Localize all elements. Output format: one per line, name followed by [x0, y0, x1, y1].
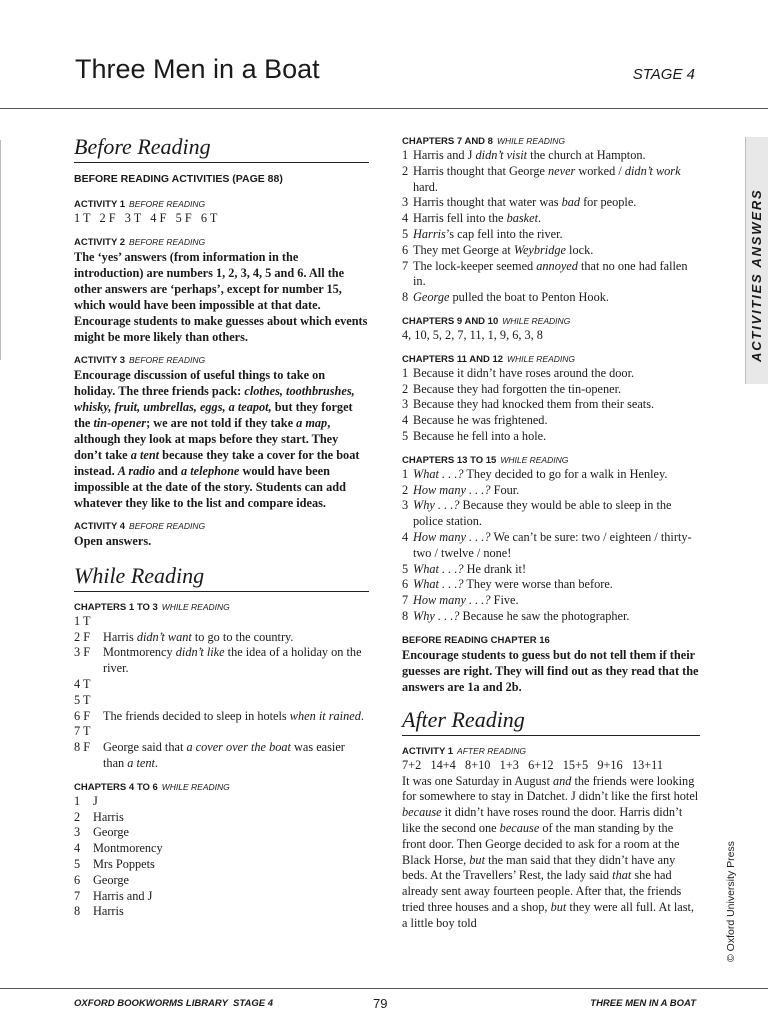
right-column: [402, 136, 700, 931]
list-item: 1 What . . .? They decided to go for a walk in Henley.: [402, 466, 668, 481]
before-reading-heading: Before Reading: [74, 134, 369, 163]
list-item: 4 Harris fell into the basket.: [402, 211, 542, 226]
list-item: 5 T: [74, 692, 91, 707]
list-item: 6 George: [74, 872, 129, 887]
list-item: 5 Harris’s cap fell into the river.: [402, 226, 563, 241]
after-activity-1-pairs: 7+2 14+4 8+10 1+3 6+12 15+5 9+16 13+11: [402, 757, 663, 772]
list-item: 6 What . . .? They were worse than before.: [402, 577, 613, 592]
margin-mark: [0, 140, 1, 360]
list-item: 2 How many . . .? Four.: [402, 482, 520, 497]
chapter-label: BEFORE READING CHAPTER 16: [402, 634, 550, 646]
copyright-notice: © Oxford University Press: [725, 841, 737, 962]
list-item: 8 George pulled the boat to Penton Hook.: [402, 290, 609, 305]
header-rule: [0, 108, 768, 109]
list-item: 1 J: [74, 793, 98, 808]
chapter-label: CHAPTERS 13 TO 15 WHILE READING: [402, 454, 569, 466]
activity-label: ACTIVITY 2 BEFORE READING: [74, 236, 206, 248]
list-item: 4 T: [74, 676, 91, 691]
list-item: 2 F Harris didn’t want to go to the country.: [74, 629, 294, 644]
chapter-label: CHAPTERS 4 TO 6 WHILE READING: [74, 781, 230, 793]
list-item: 4 Because he was frightened.: [402, 413, 548, 428]
list-item: 2 Harris thought that George never worked / didn’t work hard.: [402, 163, 681, 194]
after-activity-1-text: It was one Saturday in August and the friends were looking for somewhere to stay in Datchet. J didn’t like the first hotel because it didn’t have roses round the door. Harris didn’t like the second one because of the man standing by the front door. Then George decided to ask for a room at the Black Horse, but the man said that they didn’t have any beds. At the Travellers’ Rest, the lady said that she had already sent away fourteen people. After that, the friends tried three houses and a shop, but they were all full. At last, a little boy told: [402, 773, 699, 930]
list-item: 6 F The friends decided to sleep in hotels when it rained.: [74, 708, 364, 723]
list-item: 1 Harris and J didn’t visit the church at Hampton.: [402, 148, 646, 162]
activity-label: ACTIVITY 1 BEFORE READING: [74, 199, 206, 210]
list-item: 7 Harris and J: [74, 888, 153, 903]
list-item: 4 How many . . .? We can’t be sure: two / eighteen / thirty-two / twelve / none!: [402, 529, 692, 560]
list-item: 5 Mrs Poppets: [74, 856, 155, 871]
list-item: 8 F George said that a cover over the boat was easier than a tent.: [74, 740, 345, 770]
list-item: 6 They met George at Weybridge lock.: [402, 242, 594, 257]
list-item: 7 How many . . .? Five.: [402, 593, 519, 608]
footer-book-title: THREE MEN IN A BOAT: [590, 998, 696, 1009]
page-title: Three Men in a Boat: [75, 54, 320, 84]
side-tab-label: ACTIVITIES ANSWERS: [749, 188, 764, 362]
chapter-label: CHAPTERS 7 AND 8 WHILE READING: [402, 136, 565, 147]
activity-1-answers: 1 T 2 F 3 T 4 F 5 F 6 T: [74, 211, 218, 225]
activity-3-text: Encourage discussion of useful things to take on holiday. The three friends pack: clothes, toothbrushes, whisky, fruit, umbrellas, eggs, a teapot, but they forget the tin-opener; we are not told if they take a map, although they look at maps before they start. They don’t take a tent because they take a cover for the boat instead. A radio and a telephone would have been impossible at the date of the story. Students can add whatever they like to the list and compare ideas.: [74, 367, 360, 510]
chapter-label: CHAPTERS 11 AND 12 WHILE READING: [402, 353, 576, 365]
list-item: 4 Montmorency: [74, 841, 163, 856]
activity-label: ACTIVITY 4 BEFORE READING: [74, 520, 206, 532]
list-item: 8 Harris: [74, 904, 124, 919]
activity-2-text: The ‘yes’ answers (from information in the introduction) are numbers 1, 2, 3, 4, 5 and 6. All the other answers are ‘perhaps’, except for number 15, which would have been impossible at that date. Encourage students to make guesses about which events might be more likely than others.: [74, 249, 368, 344]
list-item: 8 Why . . .? Because he saw the photographer.: [402, 608, 630, 623]
list-item: 3 Harris thought that water was bad for people.: [402, 195, 637, 210]
list-item: 1 Because it didn’t have roses around the door.: [402, 365, 635, 380]
activity-label: ACTIVITY 3 BEFORE READING: [74, 354, 206, 366]
list-item: 5 What . . .? He drank it!: [402, 561, 527, 576]
list-item: 3 Because they had knocked them from their seats.: [402, 397, 655, 412]
while-reading-heading: While Reading: [74, 563, 369, 592]
left-column: [74, 128, 369, 920]
chapter-label: CHAPTERS 1 TO 3 WHILE READING: [74, 601, 230, 613]
page-number: 79: [373, 996, 388, 1011]
list-item: 7 The lock-keeper seemed annoyed that no one had fallen in.: [402, 258, 688, 289]
activity-4-text: Open answers.: [74, 533, 152, 548]
stage-label: STAGE 4: [632, 66, 695, 83]
footer-rule: [0, 988, 768, 989]
after-reading-heading: After Reading: [402, 707, 700, 736]
list-item: 1 T: [74, 613, 91, 628]
list-item: 2 Because they had forgotten the tin-opener.: [402, 381, 622, 396]
list-item: 3 George: [74, 825, 129, 840]
before-reading-subheading: BEFORE READING ACTIVITIES (PAGE 88): [74, 173, 283, 185]
chapter-label: CHAPTERS 9 AND 10 WHILE READING: [402, 315, 571, 327]
footer-series: OXFORD BOOKWORMS LIBRARY STAGE 4: [74, 998, 273, 1009]
chapters-4-6-list: [74, 794, 369, 920]
list-item: 7 T: [74, 724, 91, 739]
chapters-9-10-answers: 4, 10, 5, 2, 7, 11, 1, 9, 6, 3, 8: [402, 327, 543, 342]
before-chapter-16-text: Encourage students to guess but do not tell them if their guesses are right. They will find out as they read that the answers are 1a and 2b.: [402, 647, 699, 694]
list-item: 3 F Montmorency didn’t like the idea of a holiday on the river.: [74, 645, 362, 676]
list-item: 3 Why . . .? Because they would be able to sleep in the police station.: [402, 498, 672, 529]
list-item: 2 Harris: [74, 809, 124, 824]
list-item: 5 Because he fell into a hole.: [402, 428, 547, 443]
activity-label: ACTIVITY 1 AFTER READING: [402, 745, 526, 757]
